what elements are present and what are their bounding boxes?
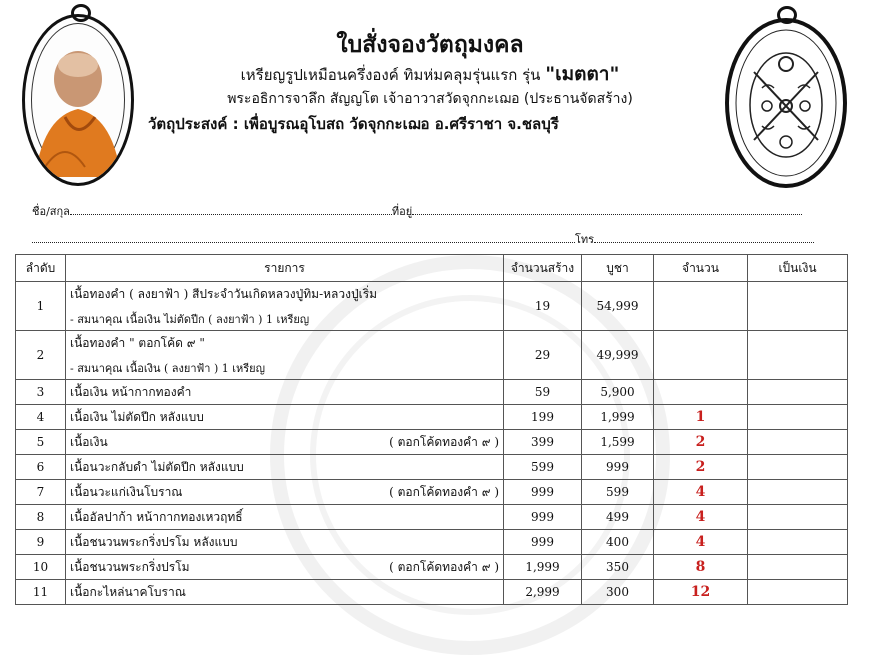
address-field[interactable] [412,204,802,215]
row-price: 499 [582,505,654,530]
row-quantity[interactable]: 4 [654,505,748,530]
yantra-icon [729,22,843,184]
row-amount[interactable] [748,480,848,505]
item-main-line [70,533,499,552]
row-amount[interactable] [748,455,848,480]
row-price: 1,599 [582,430,654,455]
col-header-qty: จำนวน [654,255,748,282]
row-item [66,530,504,555]
item-bonus: - สมนาคุณ เนื้อเงิน ( ลงยาฟ้า ) 1 เหรียญ [70,361,265,375]
phone-row [32,230,814,248]
table-row [16,380,848,405]
col-header-price: บูชา [582,255,654,282]
table-row [16,430,848,455]
row-made-count: 29 [504,331,582,380]
row-number: 1 [16,282,66,331]
row-price: 49,999 [582,331,654,380]
row-number: 4 [16,405,66,430]
item-name: เนื้อนวะแก่เงินโบราณ [70,484,183,499]
row-amount[interactable] [748,380,848,405]
row-made-count: 399 [504,430,582,455]
name-label: ชื่อ/สกุล [32,205,70,218]
item-name: เนื้อนวะกลับดำ ไม่ตัดปีก หลังแบบ [70,459,244,474]
row-amount[interactable] [748,331,848,380]
item-name: เนื้ออัลปาก้า หน้ากากทองเหวฤทธิ์ [70,509,243,524]
table-row [16,405,848,430]
row-quantity[interactable]: 8 [654,555,748,580]
item-main-line [70,508,499,527]
medal-loop-left [71,4,91,22]
row-made-count: 19 [504,282,582,331]
row-made-count: 199 [504,405,582,430]
item-name: เนื้อเงิน ไม่ตัดปีก หลังแบบ [70,409,204,424]
row-price: 1,999 [582,405,654,430]
row-made-count: 999 [504,505,582,530]
row-number: 10 [16,555,66,580]
item-note: ( ตอกโค้ดทองคำ ๙ ) [389,434,499,449]
row-made-count: 2,999 [504,580,582,605]
item-main-line [70,383,499,402]
row-amount[interactable] [748,530,848,555]
item-main-line [70,408,499,427]
purpose-line: วัตถุประสงค์ : เพื่อบูรณอุโบสถ วัดจุกกะเฌอ อ.ศรีราชา จ.ชลบุรี [148,115,559,133]
phone-label: โทร [575,233,595,246]
row-number: 11 [16,580,66,605]
row-number: 9 [16,530,66,555]
chairman-line: พระอธิการจาลึก สัญญโต เจ้าอาวาสวัดจุกกะเฌอ (ประธานจัดสร้าง) [227,91,633,107]
row-price: 400 [582,530,654,555]
row-item [66,430,504,455]
address-line-2-field[interactable] [32,232,575,243]
row-quantity[interactable]: 4 [654,530,748,555]
item-main-line [70,334,499,353]
col-header-item: รายการ [66,255,504,282]
col-header-made: จำนวนสร้าง [504,255,582,282]
item-name: เนื้อชนวนพระกริ่งปรโม [70,559,190,574]
row-price: 599 [582,480,654,505]
row-price: 999 [582,455,654,480]
row-number: 5 [16,430,66,455]
row-number: 6 [16,455,66,480]
item-note: ( ตอกโค้ดทองคำ ๙ ) [389,559,499,574]
row-number: 8 [16,505,66,530]
document-header [140,30,720,137]
row-item [66,331,504,380]
medal-description-text: เหรียญรูปเหมือนครึ่งองค์ ทิมห่มคลุมรุ่นแรก รุ่น [240,66,541,84]
table-row [16,530,848,555]
item-main-line [70,433,499,452]
col-header-amount: เป็นเงิน [748,255,848,282]
row-made-count: 999 [504,530,582,555]
row-made-count: 1,999 [504,555,582,580]
row-quantity[interactable] [654,282,748,331]
medal-front-image [22,14,134,186]
row-item [66,505,504,530]
item-note: ( ตอกโค้ดทองคำ ๙ ) [389,484,499,499]
row-quantity[interactable]: 4 [654,480,748,505]
row-price: 300 [582,580,654,605]
item-bonus: - สมนาคุณ เนื้อเงิน ไม่ตัดปีก ( ลงยาฟ้า ) 1 เหรียญ [70,312,310,326]
row-amount[interactable] [748,555,848,580]
item-name: เนื้อชนวนพระกริ่งปรโม หลังแบบ [70,534,238,549]
row-item [66,480,504,505]
table-row [16,282,848,331]
item-name: เนื้อเงิน [70,434,108,449]
row-price: 54,999 [582,282,654,331]
row-quantity[interactable] [654,380,748,405]
row-made-count: 59 [504,380,582,405]
item-main-line [70,483,499,502]
row-made-count: 999 [504,480,582,505]
item-main-line [70,458,499,477]
item-main-line [70,285,499,304]
row-quantity[interactable]: 12 [654,580,748,605]
row-item [66,380,504,405]
page-title: ใบสั่งจองวัตถุมงคล [336,32,524,58]
series-name: "เมตตา" [545,63,620,85]
col-header-no: ลำดับ [16,255,66,282]
order-table [15,254,848,605]
row-number: 2 [16,331,66,380]
medal-description [140,62,720,87]
table-row [16,331,848,380]
row-amount[interactable] [748,405,848,430]
row-item [66,282,504,331]
name-address-row [32,202,802,220]
medal-back-image [725,18,847,188]
item-name: เนื้อทองคำ " ตอกโค้ด ๙ " [70,335,205,350]
item-name: เนื้อเงิน หน้ากากทองคำ [70,384,192,399]
row-item [66,405,504,430]
row-amount[interactable] [748,580,848,605]
row-price: 5,900 [582,380,654,405]
item-main-line [70,558,499,577]
table-row [16,480,848,505]
row-amount[interactable] [748,282,848,331]
phone-field[interactable] [594,232,814,243]
row-quantity[interactable]: 2 [654,455,748,480]
row-amount[interactable] [748,430,848,455]
medal-loop-right [777,6,797,24]
row-item [66,555,504,580]
table-row [16,555,848,580]
item-name: เนื้อกะไหล่นาคโบราณ [70,584,186,599]
row-amount[interactable] [748,505,848,530]
row-number: 3 [16,380,66,405]
row-quantity[interactable] [654,331,748,380]
row-item [66,580,504,605]
table-header-row [16,255,848,282]
item-name: เนื้อทองคำ ( ลงยาฟ้า ) สีประจำวันเกิดหลวงปู่ทิม-หลวงปู่เริ่ม [70,286,378,301]
row-quantity[interactable]: 1 [654,405,748,430]
row-made-count: 599 [504,455,582,480]
monk-portrait-icon [25,17,131,183]
table-row [16,455,848,480]
table-row [16,505,848,530]
table-row [16,580,848,605]
row-item [66,455,504,480]
name-field[interactable] [70,204,392,215]
address-label: ที่อยู่ [391,205,413,218]
row-number: 7 [16,480,66,505]
row-quantity[interactable]: 2 [654,430,748,455]
row-price: 350 [582,555,654,580]
item-main-line [70,583,499,602]
